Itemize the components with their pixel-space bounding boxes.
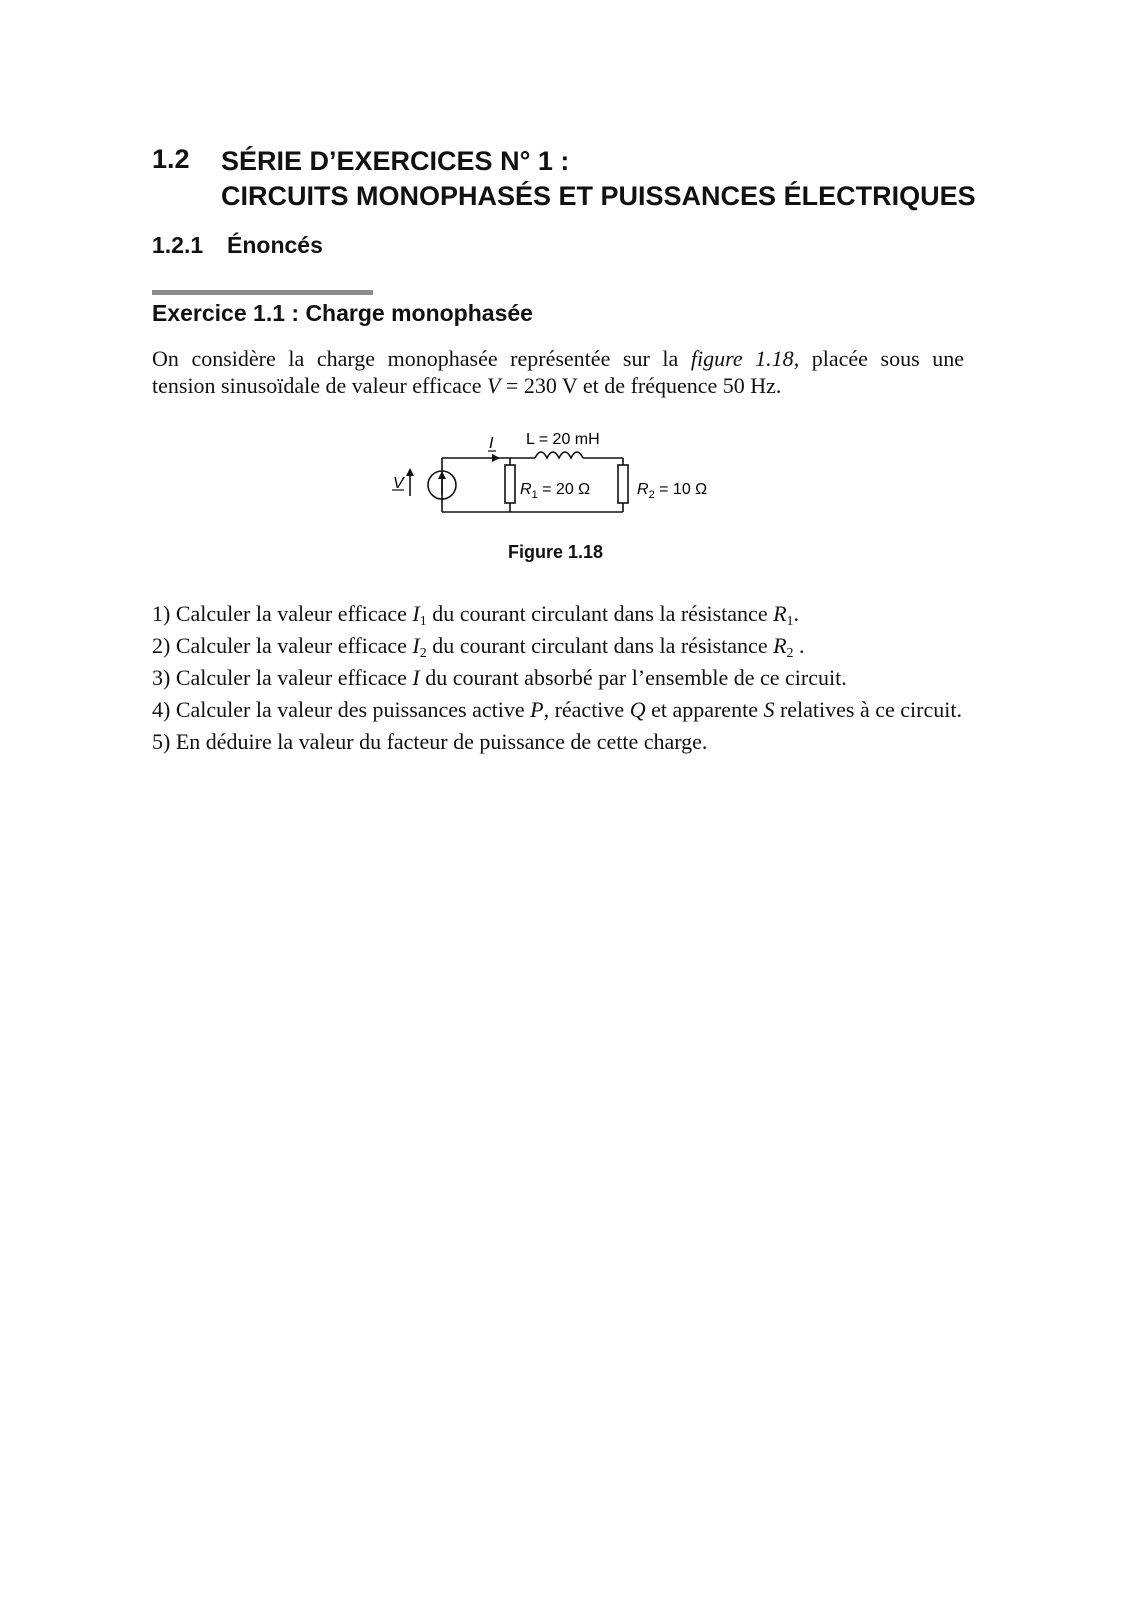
q4-text-c: et apparente: [645, 697, 764, 722]
label-i: I: [489, 435, 494, 452]
circuit-diagram: [390, 432, 740, 532]
q1-text-c: .: [793, 601, 800, 626]
q4-var-q: Q: [629, 697, 646, 722]
label-r1-value: = 20 Ω: [537, 481, 591, 498]
exercise-title: Exercice 1.1 : Charge monophasée: [152, 300, 533, 326]
q2-sub2: 2: [786, 646, 794, 661]
intro-text-d: = 230 V et de fréquence 50 Hz.: [500, 373, 782, 398]
q3-var: I: [412, 665, 420, 690]
label-v: V: [393, 475, 404, 492]
source-arrow-head: [438, 471, 446, 479]
question-1: [152, 600, 964, 627]
section-title: [221, 144, 976, 214]
current-arrow-head: [492, 454, 500, 462]
q2-var: I: [412, 633, 420, 658]
q1-var: I: [412, 601, 420, 626]
q4-var-s: S: [763, 697, 775, 722]
intro-line-1: [152, 345, 964, 372]
q2-text-a: 2) Calculer la valeur efficace: [152, 633, 413, 658]
section-number: 1.2: [152, 144, 190, 174]
section-title-line1: SÉRIE D’EXERCICES N° 1 :: [221, 146, 570, 176]
label-r2: [637, 481, 707, 501]
question-list: [152, 600, 964, 760]
q1-var2: R: [773, 601, 787, 626]
subsection-heading: [152, 232, 323, 259]
voltage-arrow-head: [406, 468, 414, 476]
q5-text-a: 5) En déduire la valeur du facteur de puissance de cette charge.: [152, 729, 708, 754]
question-4: [152, 696, 964, 723]
q2-text-c: .: [793, 633, 805, 658]
q1-text-b: du courant circulant dans la résistance: [426, 601, 774, 626]
question-5: [152, 728, 964, 755]
label-r2-subscript: 2: [648, 489, 655, 501]
exercise-rule: [152, 290, 373, 295]
intro-text-a: On considère la charge monophasée représentée sur la: [152, 346, 691, 371]
question-2: [152, 632, 964, 659]
q4-var-p: P: [530, 697, 544, 722]
section-title-line2: CIRCUITS MONOPHASÉS ET PUISSANCES ÉLECTRIQUES: [221, 181, 976, 211]
subsection-title: Énoncés: [227, 232, 323, 258]
label-r1-symbol: R: [520, 481, 532, 498]
intro-line-2: [152, 372, 964, 399]
q2-var2: R: [773, 633, 787, 658]
intro-text-c: tension sinusoïdale de valeur efficace: [152, 373, 487, 398]
label-r1-subscript: 1: [531, 489, 538, 501]
figure-caption: Figure 1.18: [508, 542, 604, 562]
q1-text-a: 1) Calculer la valeur efficace: [152, 601, 413, 626]
q2-sub: 2: [419, 646, 427, 661]
q4-text-a: 4) Calculer la valeur des puissances active: [152, 697, 531, 722]
exercise-intro: [152, 345, 964, 399]
q1-sub2: 1: [786, 614, 794, 629]
q1-sub: 1: [419, 614, 427, 629]
q4-text-b: , réactive: [543, 697, 630, 722]
question-3: [152, 664, 964, 691]
label-r2-value: = 10 Ω: [654, 481, 708, 498]
label-l: L = 20 mH: [526, 432, 600, 448]
intro-variable-v: V: [486, 373, 501, 398]
intro-text-b: , placée sous une: [793, 346, 965, 371]
q3-text-b: du courant absorbé par l’ensemble de ce circuit.: [419, 665, 847, 690]
label-r1: [520, 481, 590, 501]
label-r2-symbol: R: [637, 481, 649, 498]
figure-reference: figure 1.18: [690, 346, 794, 371]
q4-text-d: relatives à ce circuit.: [774, 697, 962, 722]
q3-text-a: 3) Calculer la valeur efficace: [152, 665, 413, 690]
q2-text-b: du courant circulant dans la résistance: [426, 633, 774, 658]
subsection-number: 1.2.1: [152, 232, 204, 258]
